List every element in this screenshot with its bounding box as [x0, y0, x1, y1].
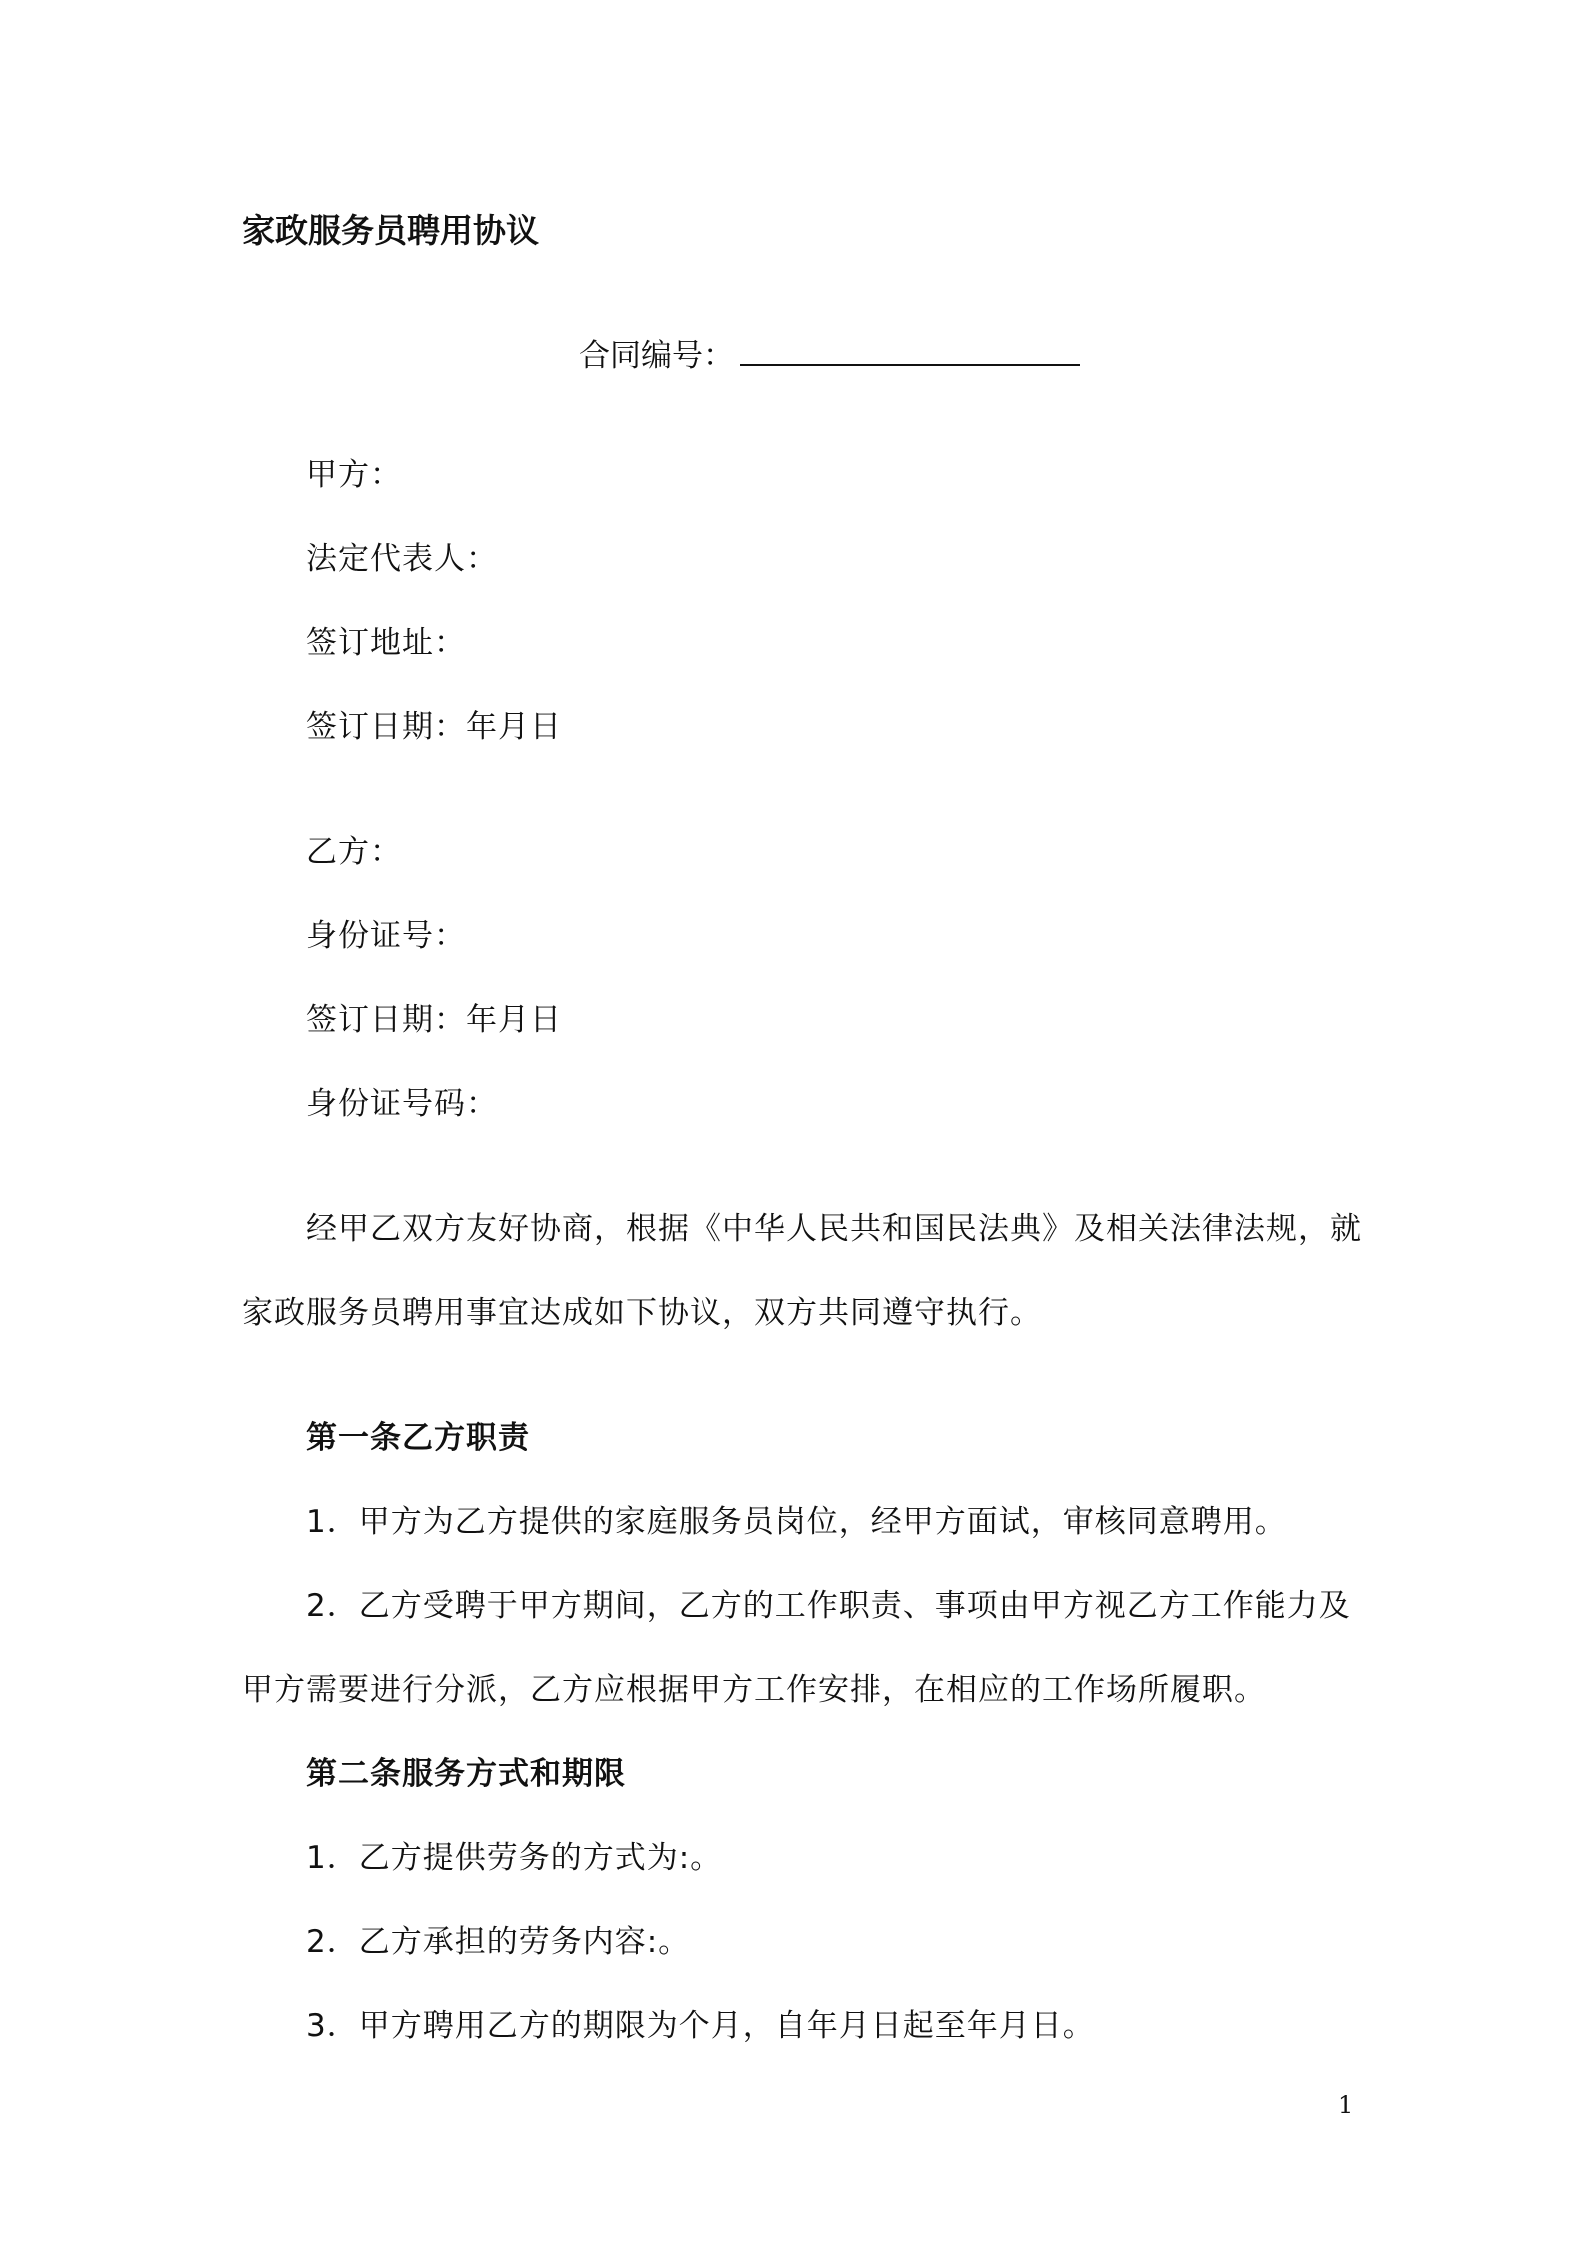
page-number: 1: [1338, 2091, 1354, 2119]
document-title: 家政服务员聘用协议: [242, 211, 539, 250]
party-a-representative: 法定代表人：: [306, 541, 498, 577]
contract-number-blank: [740, 340, 1080, 366]
article-2-item-2: 2．乙方承担的劳务内容:。: [306, 1924, 691, 1960]
party-b-id-number: 身份证号：: [306, 918, 466, 954]
contract-number-label: 合同编号：: [579, 338, 734, 374]
party-b-label: 乙方：: [306, 834, 402, 870]
party-a-address: 签订地址：: [306, 625, 466, 661]
party-a-date: 签订日期：年月日: [306, 709, 562, 745]
article-2-heading: 第二条服务方式和期限: [306, 1756, 626, 1792]
article-2-item-1: 1．乙方提供劳务的方式为:。: [306, 1840, 723, 1876]
article-1-item-2-line-1: 2．乙方受聘于甲方期间，乙方的工作职责、事项由甲方视乙方工作能力及: [306, 1588, 1351, 1624]
article-2-item-3: 3．甲方聘用乙方的期限为个月，自年月日起至年月日。: [306, 2008, 1095, 2044]
article-1-item-2-line-2: 甲方需要进行分派，乙方应根据甲方工作安排，在相应的工作场所履职。: [242, 1672, 1266, 1708]
preamble-line-2: 家政服务员聘用事宜达成如下协议，双方共同遵守执行。: [242, 1295, 1042, 1331]
preamble-line-1: 经甲乙双方友好协商，根据《中华人民共和国民法典》及相关法律法规，就: [306, 1211, 1362, 1247]
article-1-item-1: 1．甲方为乙方提供的家庭服务员岗位，经甲方面试，审核同意聘用。: [306, 1504, 1287, 1540]
contract-number-line: [579, 336, 1080, 376]
party-b-id-code: 身份证号码：: [306, 1086, 498, 1122]
party-b-date: 签订日期：年月日: [306, 1002, 562, 1038]
party-a-label: 甲方：: [306, 457, 402, 493]
article-1-heading: 第一条乙方职责: [306, 1420, 530, 1456]
